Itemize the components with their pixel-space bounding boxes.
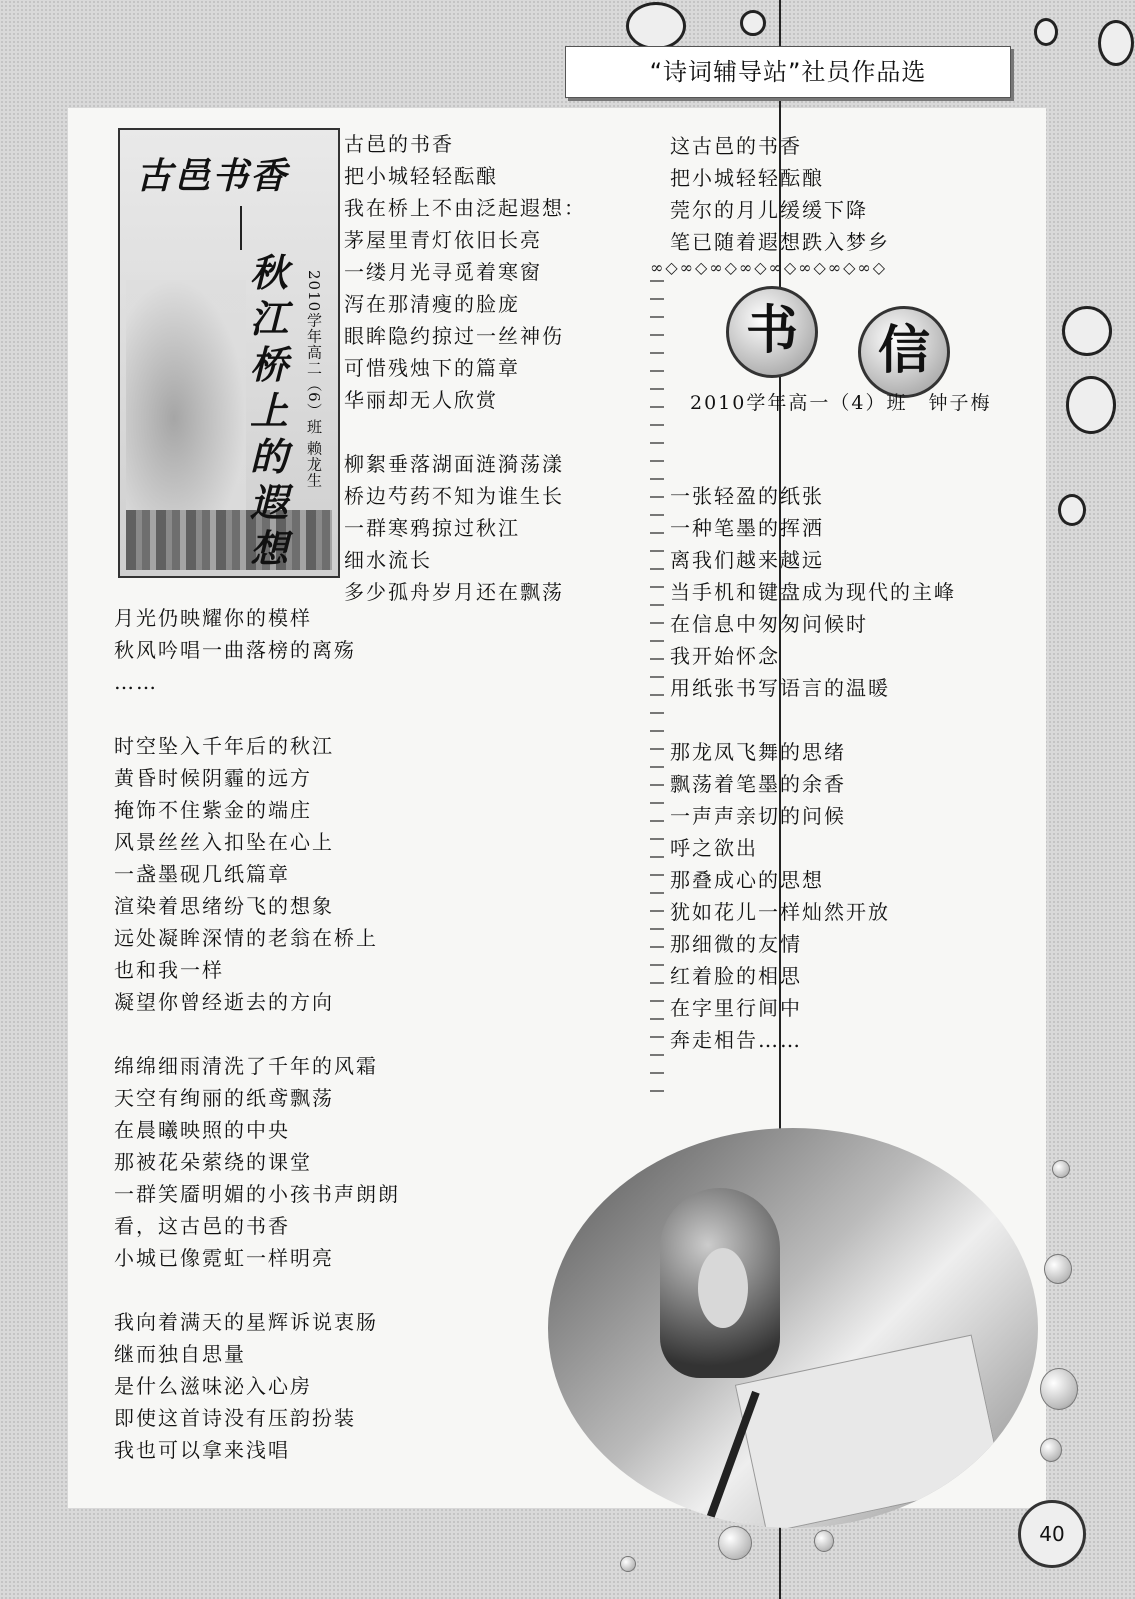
poem-line: 华丽却无人欣赏 (344, 388, 498, 412)
ornament-vertical-divider (650, 280, 664, 1100)
deco-bubble (814, 1530, 834, 1552)
poem-line: 呼之欲出 (670, 836, 758, 860)
deco-ring (1034, 18, 1058, 46)
poem-line: 那龙凤飞舞的思绪 (670, 740, 846, 764)
poem-line: 一群笑靥明媚的小孩书声朗朗 (114, 1182, 400, 1206)
poem-line: 也和我一样 (114, 958, 224, 982)
poem-line: 一盏墨砚几纸篇章 (114, 862, 290, 886)
author-name: 赖龙生 (305, 440, 323, 489)
stanza-gap (114, 698, 400, 730)
poem-line: 看，这古邑的书香 (114, 1214, 290, 1238)
poem-line: 黄昏时候阴霾的远方 (114, 766, 312, 790)
page-header: “诗词辅导站”社员作品选 (565, 46, 1011, 98)
poem-line: 即使这首诗没有压韵扮装 (114, 1406, 356, 1430)
deco-ring (1058, 494, 1086, 526)
poem2-title-char-2: 信 (858, 306, 950, 398)
city-skyline-image (126, 510, 332, 570)
poem-line: 眼眸隐约掠过一丝神伤 (344, 324, 564, 348)
deco-ring (1098, 20, 1134, 66)
poem1-column-c (670, 130, 890, 258)
poem-line: 月光仍映耀你的模样 (114, 606, 312, 630)
poem-line: 当手机和键盘成为现代的主峰 (670, 580, 956, 604)
poem1-column-a (344, 128, 586, 608)
poem-line: 是什么滋味泌入心房 (114, 1374, 312, 1398)
poem-line: 渲染着思绪纷飞的想象 (114, 894, 334, 918)
poem-line: 红着脸的相思 (670, 964, 802, 988)
poem-line: 奔走相告…… (670, 1028, 802, 1052)
poem-line: 秋风吟唱一曲落榜的离殇 (114, 638, 356, 662)
poem-line: 飘荡着笔墨的余香 (670, 772, 846, 796)
poem-line: 绵绵细雨清洗了千年的风霜 (114, 1054, 378, 1078)
deco-bubble (620, 1556, 636, 1572)
still-life-photo (548, 1128, 1038, 1528)
deco-bubble (718, 1526, 752, 1560)
poem-line: 离我们越来越远 (670, 548, 824, 572)
poem-line: 柳絮垂落湖面涟漪荡漾 (344, 452, 564, 476)
poem-line: 远处凝眸深情的老翁在桥上 (114, 926, 378, 950)
poem-line: 我也可以拿来浅唱 (114, 1438, 290, 1462)
poem-line: 一张轻盈的纸张 (670, 484, 824, 508)
stanza-gap (114, 1018, 400, 1050)
deco-bubble (1052, 1160, 1070, 1178)
poem2-title-char-1: 书 (726, 286, 818, 378)
poem-line: 那细微的友情 (670, 932, 802, 956)
poem-line: 可惜残烛下的篇章 (344, 356, 520, 380)
poem-line: 天空有绚丽的纸鸢飘荡 (114, 1086, 334, 1110)
poem-line: 我在桥上不由泛起遐想： (344, 196, 586, 220)
poem-author-info (298, 270, 322, 489)
poem-line: 时空坠入千年后的秋江 (114, 734, 334, 758)
poem-line: 细水流长 (344, 548, 432, 572)
poem-line: 一声声亲切的问候 (670, 804, 846, 828)
poem-line: 古邑的书香 (344, 132, 454, 156)
deco-ring (1066, 376, 1116, 434)
ornament-divider: ∞◇∞◇∞◇∞◇∞◇∞◇∞◇∞◇ (650, 258, 888, 277)
ink-painting-image (126, 280, 246, 510)
poem-line: 继而独自思量 (114, 1342, 246, 1366)
poem-line: 桥边芍药不知为谁生长 (344, 484, 564, 508)
poem-line: 我开始怀念 (670, 644, 780, 668)
poem-subtitle: 秋江桥上的遐想 (250, 250, 289, 571)
poem-line: 那叠成心的思想 (670, 868, 824, 892)
deco-bubble (1040, 1368, 1078, 1410)
poem-line: 把小城轻轻酝酿 (670, 166, 824, 190)
page-number: 40 (1018, 1500, 1086, 1568)
poem-line: 在信息中匆匆问候时 (670, 612, 868, 636)
title-dash (240, 206, 242, 250)
poem-line: 泻在那清瘦的脸庞 (344, 292, 520, 316)
poem-line: 一种笔墨的挥洒 (670, 516, 824, 540)
deco-ring (740, 10, 766, 36)
stanza-gap (114, 1274, 400, 1306)
poem-line: 一缕月光寻觅着寒窗 (344, 260, 542, 284)
poem2-body (670, 480, 956, 1056)
poem1-column-b (114, 602, 400, 1466)
poem-line: 犹如花儿一样灿然开放 (670, 900, 890, 924)
deco-ring (1062, 306, 1112, 356)
poem-line: 用纸张书写语言的温暖 (670, 676, 890, 700)
stanza-gap (670, 704, 956, 736)
stanza-gap (344, 416, 586, 448)
poem-line: 茅屋里青灯依旧长亮 (344, 228, 542, 252)
poem-line: 多少孤舟岁月还在飘荡 (344, 580, 564, 604)
vase-opening (698, 1248, 748, 1328)
poem-line: 掩饰不住紫金的端庄 (114, 798, 312, 822)
poem-title: 古邑书香 (136, 155, 289, 197)
poem-line: 那被花朵萦绕的课堂 (114, 1150, 312, 1174)
poem-line: 我向着满天的星辉诉说衷肠 (114, 1310, 378, 1334)
deco-bubble (1040, 1438, 1062, 1462)
poem-line: 把小城轻轻酝酿 (344, 164, 498, 188)
poem-line: 这古邑的书香 (670, 134, 802, 158)
poem-line: 笔已随着遐想跌入梦乡 (670, 230, 890, 254)
poem2-byline: 2010学年高一（4）班 钟子梅 (690, 392, 992, 414)
poem-title-poster (118, 128, 340, 578)
deco-bubble (1044, 1254, 1072, 1284)
poem-line: 在字里行间中 (670, 996, 802, 1020)
poem-line: 莞尔的月儿缓缓下降 (670, 198, 868, 222)
poem-line: 凝望你曾经逝去的方向 (114, 990, 334, 1014)
deco-ring (626, 2, 686, 50)
author-class: 2010学年高二（6）班 (305, 270, 323, 435)
poem-line: 一群寒鸦掠过秋江 (344, 516, 520, 540)
poem-line: 在晨曦映照的中央 (114, 1118, 290, 1142)
poem-line: …… (114, 670, 158, 694)
poem-line: 小城已像霓虹一样明亮 (114, 1246, 334, 1270)
poem-line: 风景丝丝入扣坠在心上 (114, 830, 334, 854)
